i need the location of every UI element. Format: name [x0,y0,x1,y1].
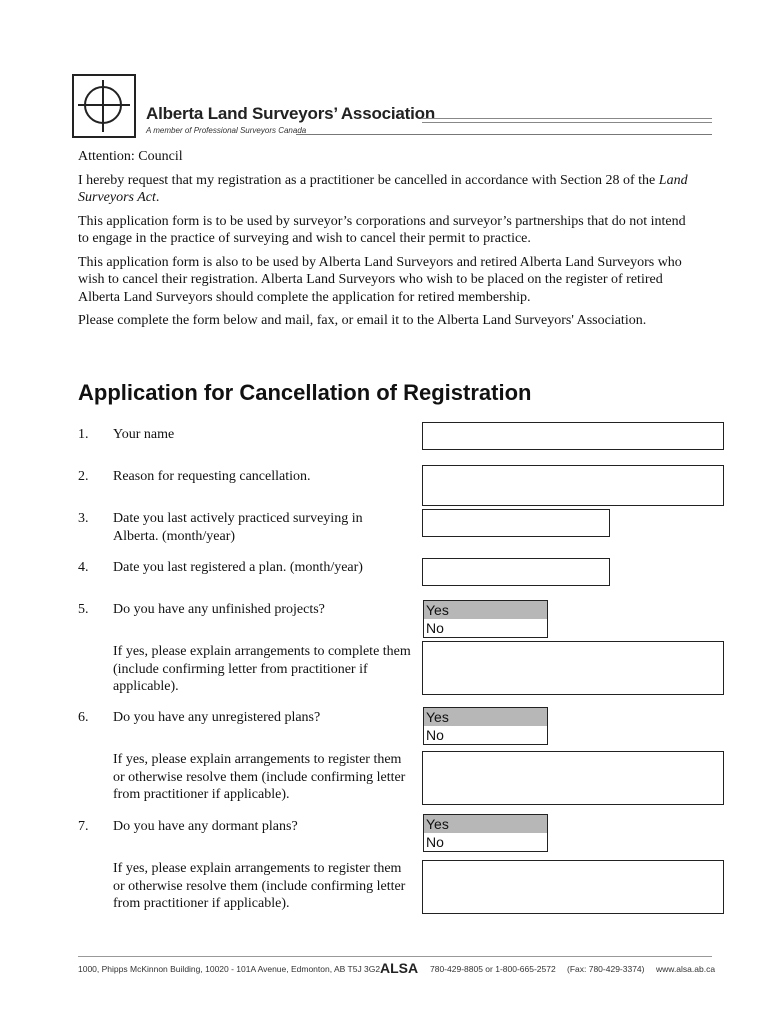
form-title: Application for Cancellation of Registration [78,380,532,405]
dormant-plans-select[interactable] [423,814,548,852]
footer-fax: (Fax: 780-429-3374) [567,964,645,974]
footer-website[interactable]: www.alsa.ab.ca [656,964,716,974]
organization-subtitle: A member of Professional Surveyors Canada [146,126,307,135]
question-text: Do you have any dormant plans? [113,819,298,834]
no-option[interactable]: No [426,834,444,850]
unregistered-plans-select[interactable] [423,707,548,745]
question-number: 3. [78,511,89,526]
no-option[interactable]: No [426,620,444,636]
last-registered-plan-date-field[interactable] [422,558,610,586]
question-text: Do you have any unfinished projects? [113,602,325,617]
question-text: Do you have any unregistered plans? [113,710,321,725]
association-logo [72,74,712,140]
question-text: Date you last registered a plan. (month/year) [113,560,363,575]
survey-crosshair-icon [72,74,136,138]
no-option[interactable]: No [426,727,444,743]
question-number: 7. [78,819,89,834]
yes-option[interactable]: Yes [424,815,547,833]
question-number: 6. [78,710,89,725]
unfinished-projects-select[interactable] [423,600,548,638]
cancellation-reason-field[interactable] [422,465,724,506]
act-name: Land Surveyors Act [78,172,688,205]
yes-option[interactable]: Yes [424,708,547,726]
unfinished-projects-explanation-field[interactable] [422,641,724,695]
header-rule-lower [296,134,712,135]
question-number: 4. [78,560,89,575]
yes-option[interactable]: Yes [424,601,547,619]
intro-paragraph-4: Please complete the form below and mail, fax, or email it to the Alberta Land Surveyors' Association. [78,313,647,328]
intro-paragraph-1: I hereby request that my registration as a practitioner be cancelled in accordance with Section 28 of the Land Surveyors Act. [78,172,688,205]
attention-line: Attention: Council [78,149,183,164]
footer-phone: 780-429-8805 or 1-800-665-2572 [430,964,556,974]
question-text: Date you last actively practiced surveying in Alberta. (month/year) [113,511,363,544]
dormant-plans-explanation-field[interactable] [422,860,724,914]
organization-name: Alberta Land Surveyors’ Association [146,104,436,123]
footer-abbreviation: ALSA [380,960,419,976]
intro-paragraph-3: This application form is also to be used by Alberta Land Surveyors and retired Alberta Land Surveyors who wish to cancel their registration. Alberta Land Surveyors who wish to be placed on the register of retired Alberta Land Surveyors should complete the application for retired membership. [78,254,682,305]
header-rule [422,118,712,123]
last-practiced-date-field[interactable] [422,509,610,537]
name-field[interactable] [422,422,724,450]
intro-paragraph-2: This application form is to be used by surveyor’s corporations and surveyor’s partnerships that do not intend to engage in the practice of surveying and wish to cancel their permit to practice. [78,213,686,246]
followup-text: If yes, please explain arrangements to complete them (include confirming letter from practitioner if applicable). [113,644,411,694]
question-text: Your name [113,427,175,442]
question-number: 2. [78,469,89,484]
footer-address: 1000, Phipps McKinnon Building, 10020 - 101A Avenue, Edmonton, AB T5J 3G2 [78,964,381,974]
followup-text: If yes, please explain arrangements to register them or otherwise resolve them (include confirming letter from practitioner if applicable). [113,752,406,802]
unregistered-plans-explanation-field[interactable] [422,751,724,805]
question-text: Reason for requesting cancellation. [113,469,311,484]
question-number: 5. [78,602,89,617]
intro-section [78,148,688,336]
question-number: 1. [78,427,89,442]
footer-rule [78,956,712,957]
followup-text: If yes, please explain arrangements to register them or otherwise resolve them (include confirming letter from practitioner if applicable). [113,861,406,911]
